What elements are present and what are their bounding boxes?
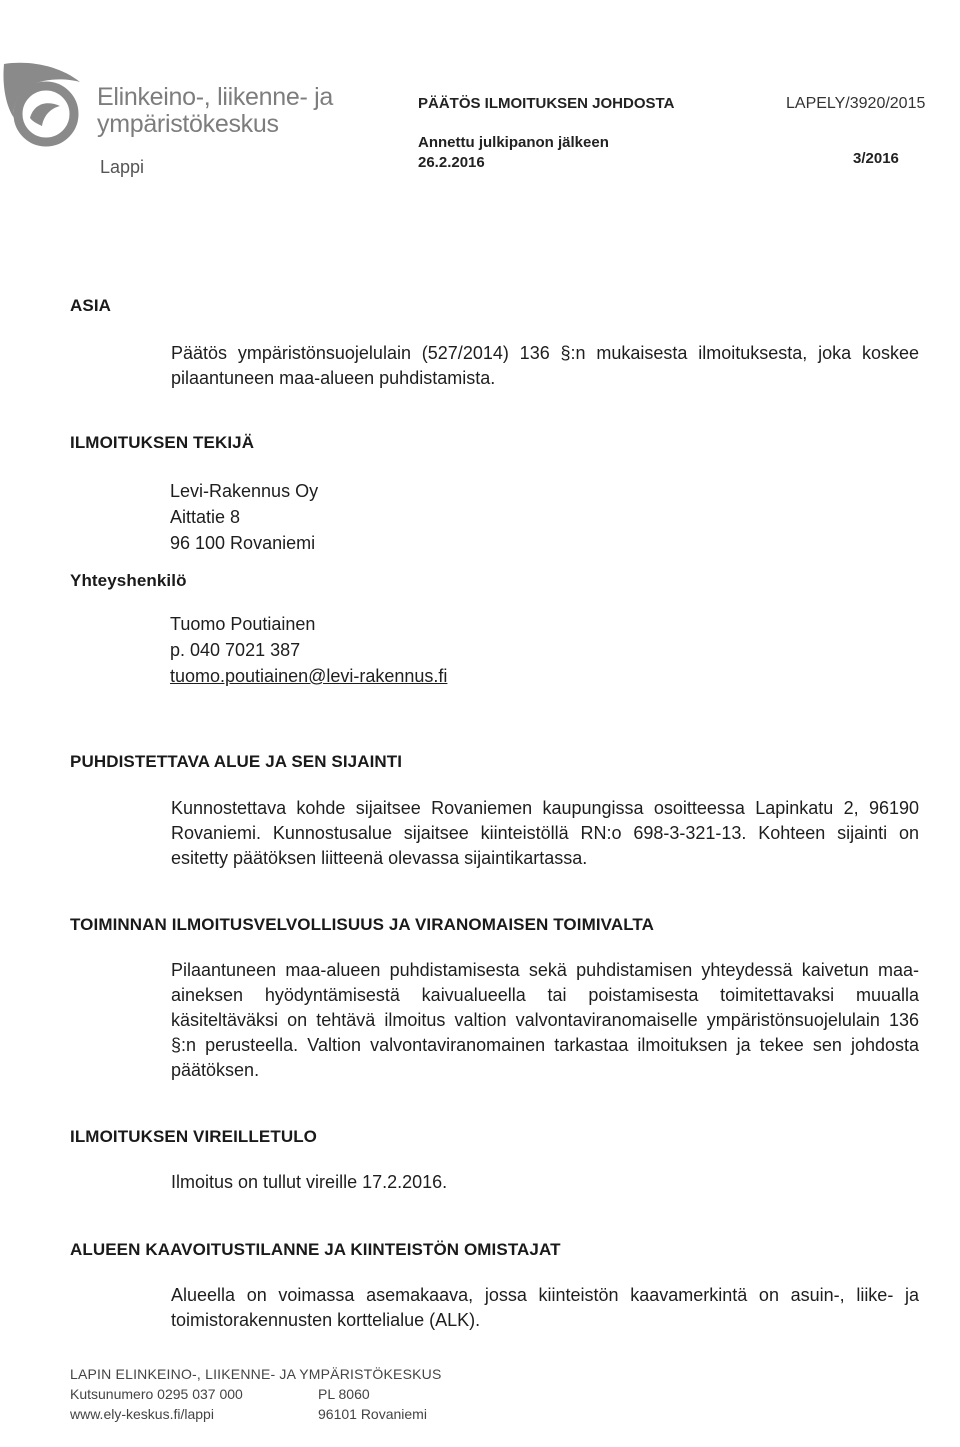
contact-email-link[interactable]: tuomo.poutiainen@levi-rakennus.fi [170,666,448,686]
notifier-address [170,478,318,556]
document-number: LAPELY/3920/2015 [786,95,926,112]
section-heading-pending: ILMOITUKSEN VIREILLETULO [70,1127,318,1146]
org-name-line2: ympäristökeskus [97,110,279,138]
issued-label: Annettu julkipanon jälkeen [418,134,609,151]
footer-website-link[interactable]: www.ely-keskus.fi/lappi [70,1406,214,1422]
company-name: Levi-Rakennus Oy [170,481,319,501]
issued-date: 26.2.2016 [418,154,485,171]
contact-details [170,611,447,689]
pending-text: Ilmoitus on tullut vireille 17.2.2016. [171,1172,448,1192]
footer-org: LAPIN ELINKEINO-, LIIKENNE- JA YMPÄRISTÖKESKUS [70,1366,442,1382]
footer-pobox: PL 8060 [318,1386,370,1402]
org-name-line1: Elinkeino-, liikenne- ja [97,83,333,111]
area-text: Kunnostettava kohde sijaitsee Rovaniemen kaupungissa osoitteessa Lapinkatu 2, 96190 Rovaniemi. Kunnostusalue sijaitsee kiinteistöllä RN:o 698-3-321-13. Kohteen sijainti on esitetty päätöksen liitteenä olevassa sijaintikartassa. [171,798,919,868]
footer-phone: Kutsunumero 0295 037 000 [70,1386,243,1402]
issued-info [418,133,609,173]
section-heading-zoning: ALUEEN KAAVOITUSTILANNE JA KIINTEISTÖN OMISTAJAT [70,1240,561,1259]
contact-phone: p. 040 7021 387 [170,640,301,660]
section-heading-notifier: ILMOITUKSEN TEKIJÄ [70,433,255,452]
street-address: Aittatie 8 [170,507,241,527]
section-heading-asia: ASIA [70,296,112,315]
authority-text: Pilaantuneen maa-alueen puhdistamisesta sekä puhdistamisen yhteydessä kaivetun maa-aineksen hyödyntämisestä kaivualueella tai poistamisesta toimitettavaksi muualla käsiteltäväksi on tehtävä ilmoitus valtion valvontaviranomaiselle ympäristönsuojelulain 136 §:n perusteella. Valtion valvontaviranomainen tarkastaa ilmoituksen ja tekee sen johdosta päätöksen. [171,960,919,1080]
organization-name [97,84,397,138]
document-title: PÄÄTÖS ILMOITUKSEN JOHDOSTA [418,95,675,112]
contact-heading: Yhteyshenkilö [70,571,187,590]
ely-logo-icon [0,56,92,148]
postal-city: 96 100 Rovaniemi [170,533,316,553]
contact-name: Tuomo Poutiainen [170,614,316,634]
footer [70,1364,550,1424]
footer-postal: 96101 Rovaniemi [318,1406,427,1422]
decision-number: 3/2016 [853,150,899,167]
section-heading-area: PUHDISTETTAVA ALUE JA SEN SIJAINTI [70,752,403,771]
asia-text: Päätös ympäristönsuojelulain (527/2014) 136 §:n mukaisesta ilmoituksesta, joka koskee pilaantuneen maa-alueen puhdistamista. [171,343,919,388]
zoning-text: Alueella on voimassa asemakaava, jossa kiinteistön kaavamerkintä on asuin-, liike- ja toimistorakennusten korttelialue (ALK). [171,1285,919,1330]
org-region: Lappi [100,157,145,177]
section-heading-authority: TOIMINNAN ILMOITUSVELVOLLISUUS JA VIRANOMAISEN TOIMIVALTA [70,915,655,934]
